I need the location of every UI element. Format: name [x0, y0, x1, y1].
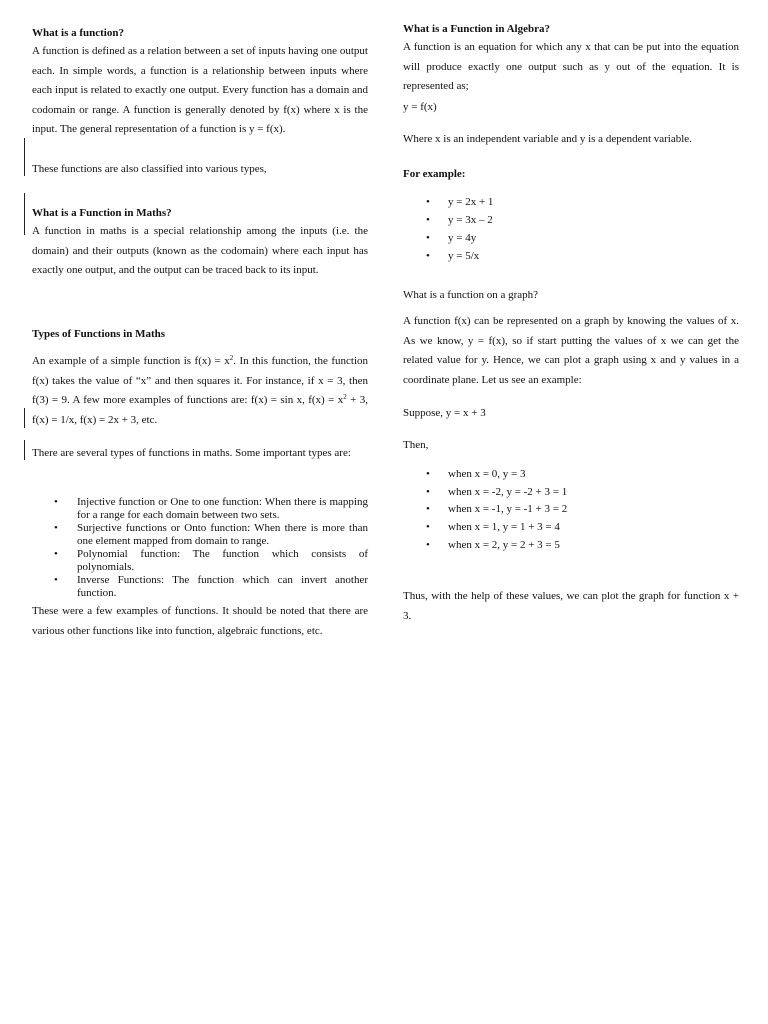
- paragraph: Thus, with the help of these values, we can plot the graph for function x + 3.: [403, 590, 739, 622]
- list-item: • Surjective functions or Onto function: When there is more than one element mapped from domain to range.: [32, 522, 368, 548]
- list-item: • y = 2x + 1: [403, 193, 739, 211]
- change-bar: [24, 440, 25, 460]
- list-item: • when x = -2, y = -2 + 3 = 1: [403, 484, 739, 502]
- list-item: • when x = 2, y = 2 + 3 = 5: [403, 537, 739, 555]
- list-item: • when x = -1, y = -1 + 3 = 2: [403, 501, 739, 519]
- section-heading: What is a Function in Maths?: [32, 207, 172, 219]
- section-heading: What is a function?: [32, 27, 124, 39]
- section-heading: Types of Functions in Maths: [32, 328, 166, 340]
- equation: y = f(x): [403, 101, 437, 113]
- paragraph: Where x is an independent variable and y is a dependent variable.: [403, 133, 692, 145]
- types-list: [32, 496, 368, 600]
- paragraph: A function is an equation for which any x that can be put into the equation will produce exactly one output such as y out of the equation. It is represented as;: [403, 41, 739, 93]
- change-bar: [24, 138, 25, 176]
- paragraph: These functions are also classified into various types,: [32, 163, 267, 175]
- list-item: • y = 3x – 2: [403, 211, 739, 229]
- paragraph: There are several types of functions in maths. Some important types are:: [32, 447, 351, 459]
- paragraph: These were a few examples of functions. It should be noted that there are various other functions like into function, algebraic functions, etc.: [32, 605, 368, 637]
- paragraph: A function in maths is a special relationship among the inputs (i.e. the domain) and their outputs (known as the codomain) where each input has exactly one output, and the output can be traced back to its input.: [32, 225, 368, 277]
- list-item: • Injective function or One to one function: When there is mapping for a range for each domain between two sets.: [32, 496, 368, 522]
- list-item: • when x = 1, y = 1 + 3 = 4: [403, 519, 739, 537]
- change-bar: [24, 193, 25, 235]
- values-list: [403, 466, 739, 555]
- section-heading: What is a function on a graph?: [403, 289, 539, 301]
- list-item: • Inverse Functions: The function which can invert another function.: [32, 574, 368, 600]
- list-item: • y = 4y: [403, 229, 739, 247]
- paragraph: Then,: [403, 439, 429, 451]
- change-bar: [24, 408, 25, 428]
- example-heading: For example:: [403, 168, 466, 180]
- list-item: • Polynomial function: The function which consists of polynomials.: [32, 548, 368, 574]
- list-item: • when x = 0, y = 3: [403, 466, 739, 484]
- paragraph: A function is defined as a relation between a set of inputs having one output each. In simple words, a function is a relationship between inputs where each input is related to exactly one output. Every function has a domain and codomain or range. A function is generally denoted by f(x) where x is the input. The general representation of a function is y = f(x).: [32, 45, 368, 136]
- list-item: • y = 5/x: [403, 247, 739, 265]
- paragraph: A function f(x) can be represented on a graph by knowing the values of x. As we know, y = f(x), so if start putting the values of x we can get the related value for y. Hence, we can plot a graph using x and y values in a coordinate plane. Let us see an example:: [403, 315, 739, 386]
- paragraph: An example of a simple function is $f(x) = x^2$. In this function, the function f(x) takes the value of “x” and then squares it. For instance, if x = 3, then f(3) = 9. A few more examples of functions are: f(x) = sin x, $f(x) = x^2 + 3$, f(x) = 1/x, f(x) = 2x + 3, etc.: [32, 354, 368, 426]
- section-heading: What is a Function in Algebra?: [403, 23, 550, 35]
- paragraph: Suppose, y = x + 3: [403, 407, 486, 419]
- examples-list: [403, 193, 739, 265]
